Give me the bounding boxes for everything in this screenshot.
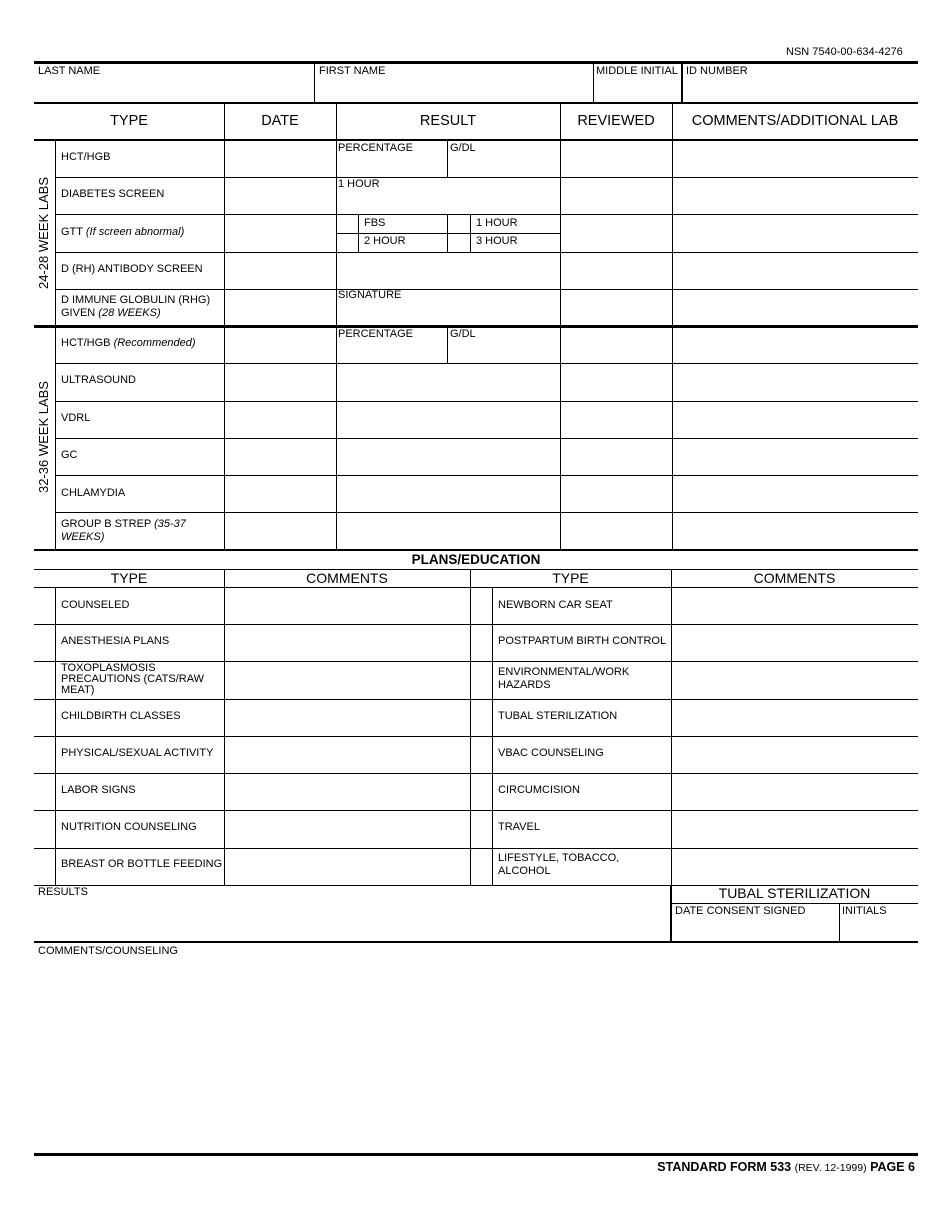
- gdl-label: G/DL: [450, 142, 476, 154]
- labs-header-comments: COMMENTS/ADDITIONAL LAB: [691, 113, 899, 129]
- lab-row-label: HCT/HGB: [61, 151, 111, 163]
- lab-row-label: CHLAMYDIA: [61, 487, 126, 499]
- lab-row-label: DIABETES SCREEN: [61, 188, 165, 200]
- section-title-32-36: 32-36 WEEK LABS: [36, 381, 51, 493]
- plans-title: PLANS/EDUCATION: [411, 552, 541, 567]
- plan-item-left: PHYSICAL/SEXUAL ACTIVITY: [61, 747, 214, 759]
- lab-row-label: GC: [61, 449, 78, 461]
- results-label: RESULTS: [38, 886, 88, 898]
- tubal-title: TUBAL STERILIZATION: [718, 885, 871, 901]
- plans-header-comments-left: COMMENTS: [306, 570, 388, 586]
- plan-item-left: BREAST OR BOTTLE FEEDING: [61, 858, 223, 870]
- comments-counseling-field[interactable]: [34, 960, 918, 1150]
- labs-header-result: RESULT: [419, 113, 477, 129]
- plans-header-type-right: TYPE: [552, 570, 589, 586]
- signature-label: SIGNATURE: [338, 289, 402, 301]
- percentage-label: PERCENTAGE: [338, 142, 413, 154]
- gdl-label: G/DL: [450, 328, 476, 340]
- plan-item-left: TOXOPLASMOSIS PRECAUTIONS (CATS/RAW MEAT): [61, 662, 205, 696]
- first-name-field[interactable]: [315, 78, 593, 102]
- plan-checkbox[interactable]: [471, 589, 491, 623]
- percentage-label: PERCENTAGE: [338, 328, 413, 340]
- plan-item-right: NEWBORN CAR SEAT: [498, 599, 613, 611]
- labs-header-date: DATE: [261, 113, 299, 129]
- two-hour-label: 2 HOUR: [364, 235, 406, 247]
- one-hour-label: 1 HOUR: [338, 178, 380, 190]
- labs-header-reviewed: REVIEWED: [577, 113, 655, 129]
- labs-header-type: TYPE: [110, 113, 148, 129]
- plan-item-right: TUBAL STERILIZATION: [498, 710, 618, 722]
- plans-header-type-left: TYPE: [110, 570, 148, 586]
- plan-item-right: TRAVEL: [498, 821, 540, 833]
- plan-item-right: ENVIRONMENTAL/WORK HAZARDS: [498, 666, 630, 691]
- plan-item-left: ANESTHESIA PLANS: [61, 635, 170, 647]
- middle-initial-label: MIDDLE INITIAL: [596, 65, 678, 77]
- middle-initial-field[interactable]: [594, 78, 680, 102]
- three-hour-label: 3 HOUR: [476, 235, 518, 247]
- last-name-label: LAST NAME: [38, 65, 101, 77]
- lab-row-label: HCT/HGB (Recommended): [61, 337, 196, 349]
- form-footer: STANDARD FORM 533 (REV. 12-1999) PAGE 6: [657, 1160, 915, 1174]
- fbs-label: FBS: [364, 217, 386, 229]
- plan-item-right: POSTPARTUM BIRTH CONTROL: [498, 635, 667, 647]
- date-consent-label: DATE CONSENT SIGNED: [675, 905, 806, 917]
- comments-counseling-label: COMMENTS/COUNSELING: [38, 945, 178, 957]
- lab-row-label: ULTRASOUND: [61, 374, 136, 386]
- results-field[interactable]: [34, 899, 670, 941]
- lab-row-label: GROUP B STREP (35-37 WEEKS): [61, 518, 186, 543]
- lab-row-label: GTT (If screen abnormal): [61, 226, 185, 238]
- plan-item-left: CHILDBIRTH CLASSES: [61, 710, 181, 722]
- id-number-field[interactable]: [684, 78, 918, 102]
- date-consent-field[interactable]: [672, 918, 838, 941]
- first-name-label: FIRST NAME: [319, 65, 386, 77]
- plan-item-left: COUNSELED: [61, 599, 130, 611]
- nsn-number: NSN 7540-00-634-4276: [786, 46, 903, 58]
- lab-row-label: VDRL: [61, 412, 91, 424]
- last-name-field[interactable]: [34, 78, 314, 102]
- id-number-label: ID NUMBER: [686, 65, 748, 77]
- header-top-rule: [34, 61, 918, 64]
- gtt-one-hour-label: 1 HOUR: [476, 217, 518, 229]
- plan-item-right: LIFESTYLE, TOBACCO, ALCOHOL: [498, 852, 620, 877]
- plan-item-left: LABOR SIGNS: [61, 784, 136, 796]
- plan-item-right: CIRCUMCISION: [498, 784, 580, 796]
- plan-item-right: VBAC COUNSELING: [498, 747, 604, 759]
- initials-field[interactable]: [840, 918, 917, 941]
- plans-header-comments-right: COMMENTS: [753, 570, 836, 586]
- lab-row-label: D (RH) ANTIBODY SCREEN: [61, 263, 203, 275]
- initials-label: INITIALS: [842, 905, 887, 917]
- section-title-24-28: 24-28 WEEK LABS: [36, 177, 51, 289]
- plan-checkbox[interactable]: [35, 589, 54, 623]
- plan-item-left: NUTRITION COUNSELING: [61, 821, 197, 833]
- lab-row-label: D IMMUNE GLOBULIN (RHG) GIVEN (28 WEEKS): [61, 294, 211, 319]
